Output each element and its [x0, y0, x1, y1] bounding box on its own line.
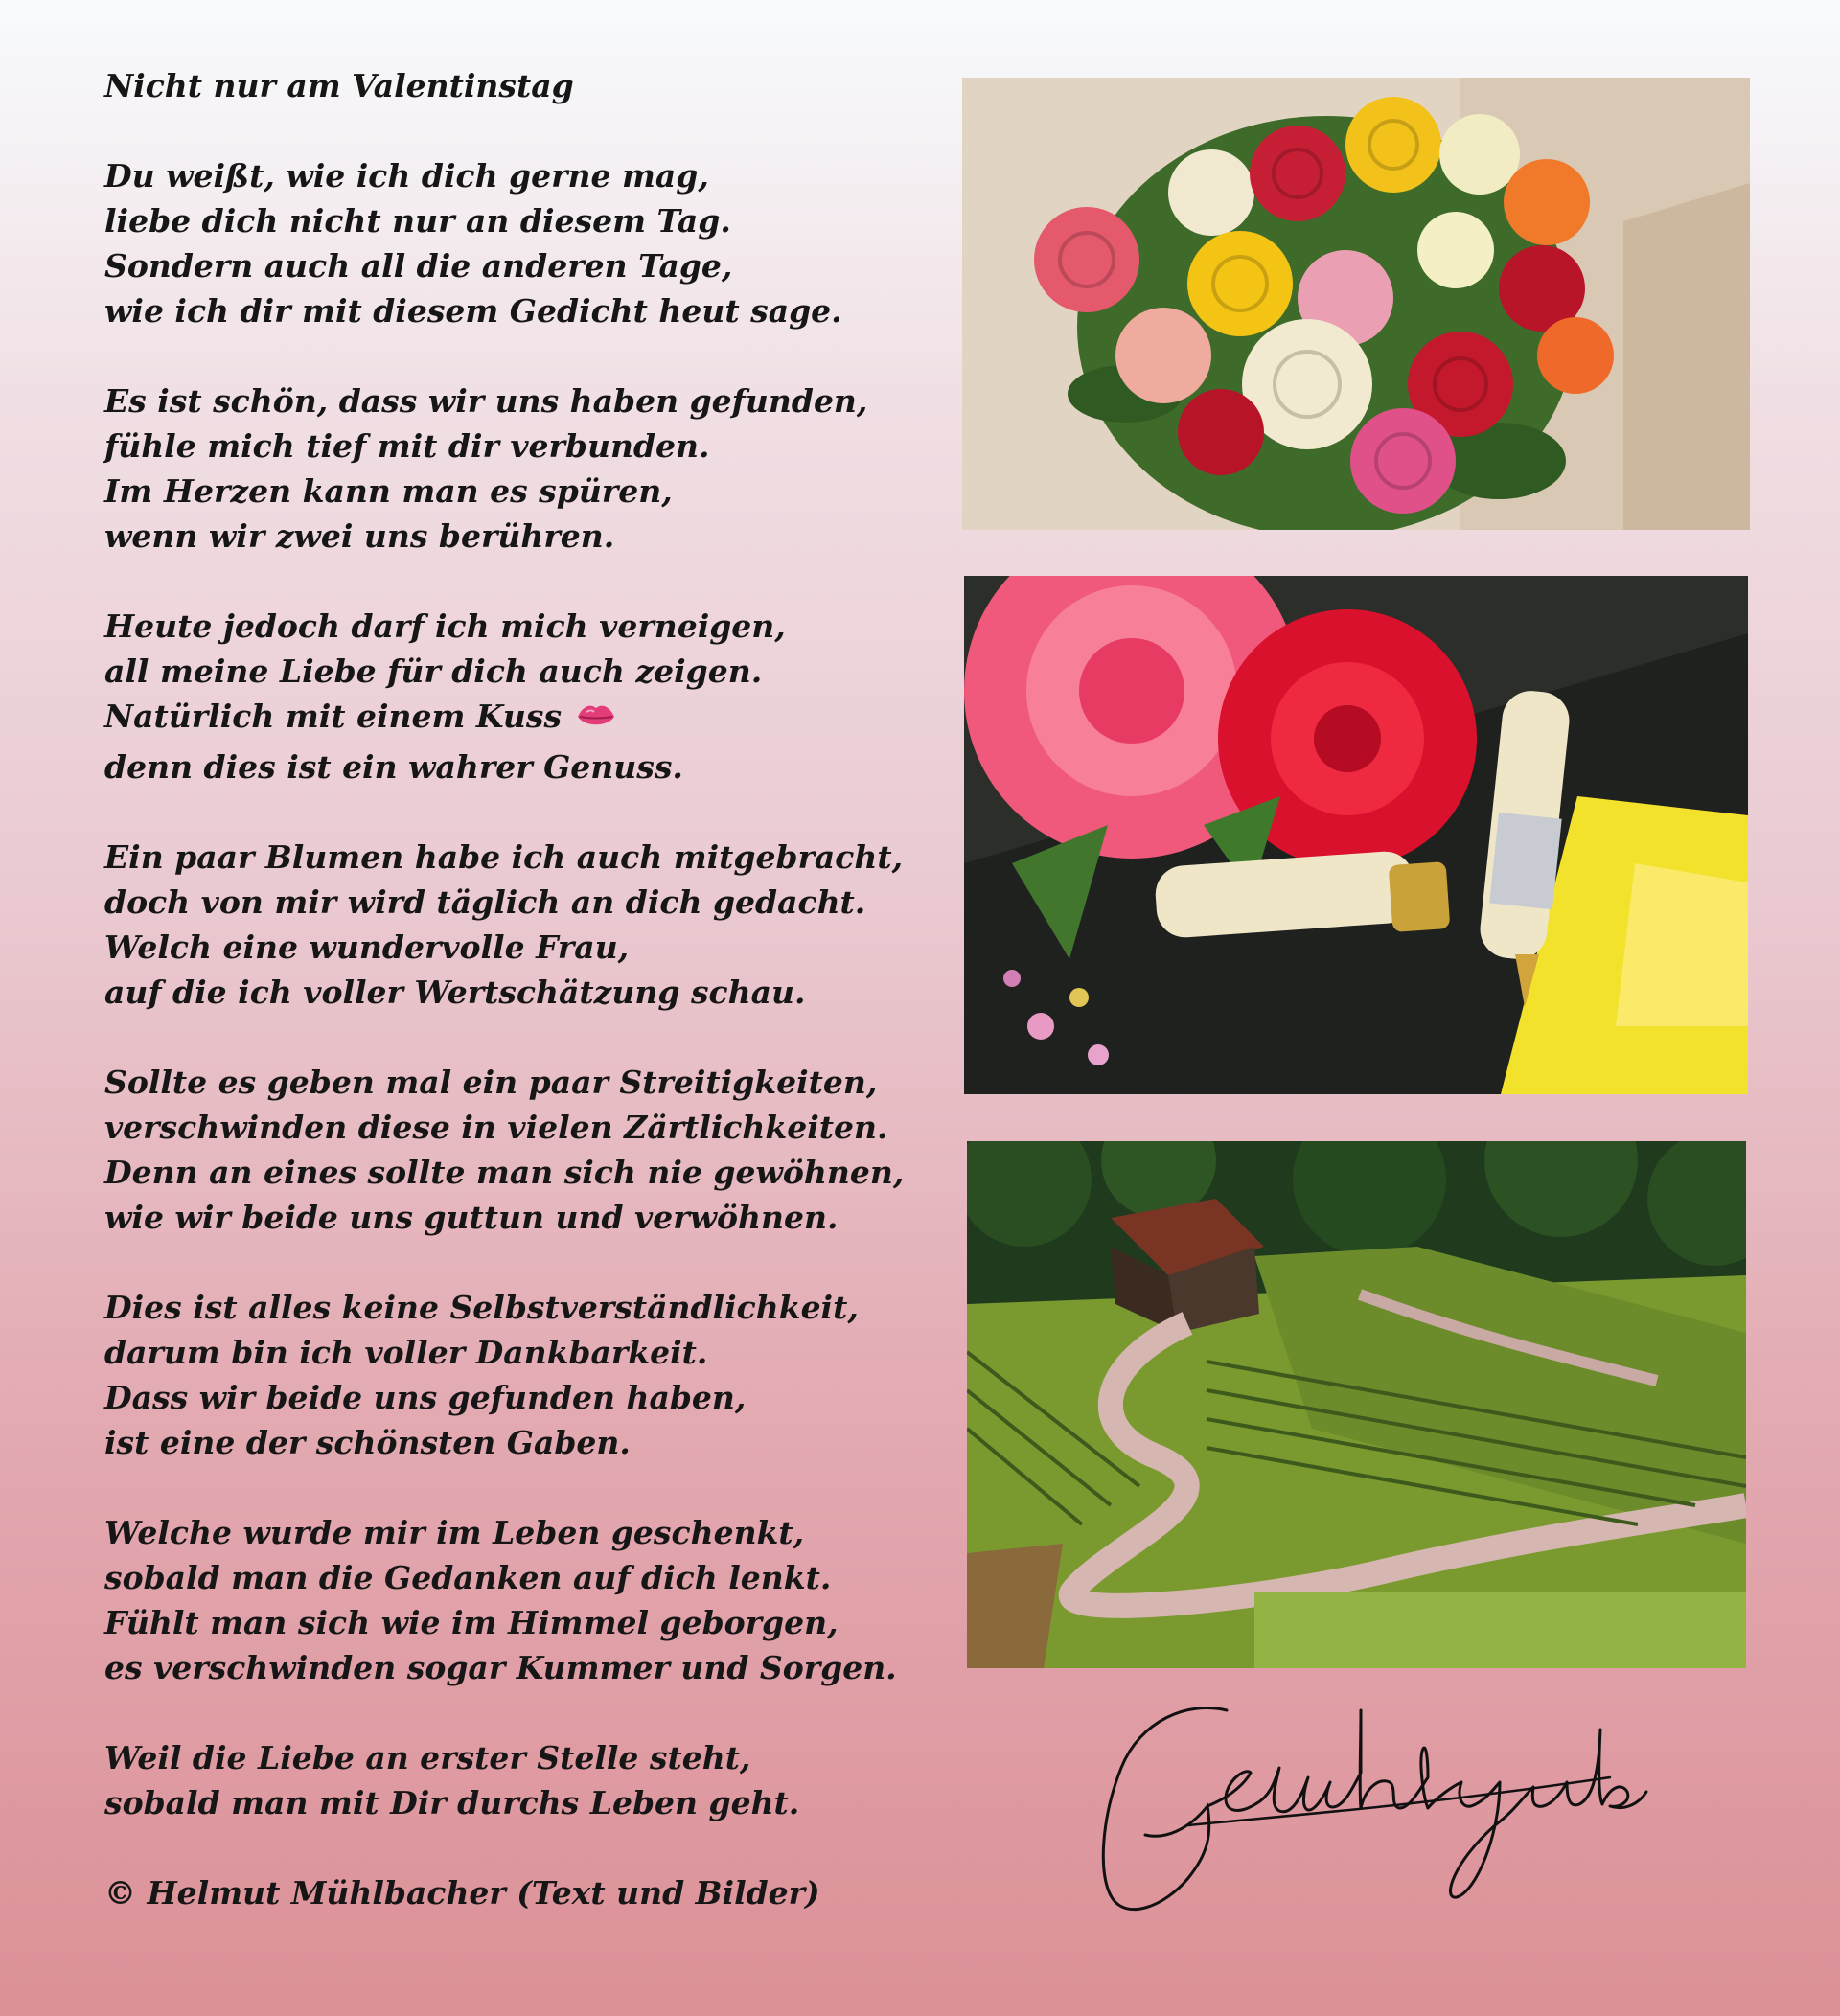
- poem-line: wenn wir zwei uns berühren.: [104, 517, 615, 555]
- poem-line: all meine Liebe für dich auch zeigen.: [104, 653, 763, 690]
- stanza: [104, 1285, 929, 1465]
- poem-line: Im Herzen kann man es spüren,: [104, 472, 673, 510]
- stanza: [104, 153, 929, 333]
- poem-line: Sondern auch all die anderen Tage,: [104, 247, 733, 285]
- poem-line: darum bin ich voller Dankbarkeit.: [104, 1334, 708, 1371]
- poem-line: Ein paar Blumen habe ich auch mitgebracht,: [104, 838, 904, 876]
- stanza: [104, 604, 929, 790]
- poem-line: Denn an eines sollte man sich nie gewöhnen,: [104, 1154, 905, 1191]
- stanza: [104, 1060, 929, 1240]
- poem-line: sobald man mit Dir durchs Leben geht.: [104, 1784, 800, 1821]
- copyright-notice: © Helmut Mühlbacher (Text und Bilder): [104, 1874, 820, 1912]
- poem-line: es verschwinden sogar Kummer und Sorgen.: [104, 1649, 897, 1686]
- poem-line: denn dies ist ein wahrer Genuss.: [104, 748, 683, 786]
- poem-line: verschwinden diese in vielen Zärtlichkeiten.: [104, 1109, 888, 1146]
- stanza: [104, 1510, 929, 1690]
- poem-line: Sollte es geben mal ein paar Streitigkeiten,: [104, 1064, 878, 1101]
- roses-and-fountain-pen-photo: [964, 576, 1748, 1094]
- poem-line: ist eine der schönsten Gaben.: [104, 1424, 631, 1461]
- poem: [104, 63, 929, 1915]
- poem-line: liebe dich nicht nur an diesem Tag.: [104, 202, 731, 240]
- kiss-lips-icon: [575, 699, 617, 745]
- stanza: [104, 1735, 929, 1825]
- poem-line: Du weißt, wie ich dich gerne mag,: [104, 157, 709, 195]
- poem-line: Welch eine wundervolle Frau,: [104, 928, 630, 966]
- poem-line: sobald man die Gedanken auf dich lenkt.: [104, 1559, 832, 1596]
- vineyard-landscape-photo: [967, 1141, 1746, 1668]
- poem-line-with-kiss: [104, 694, 929, 745]
- poem-line: Dies ist alles keine Selbstverständlichkeit,: [104, 1289, 859, 1326]
- stanza: [104, 378, 929, 559]
- poem-line: Weil die Liebe an erster Stelle steht,: [104, 1739, 751, 1776]
- gedichtezauber-signature-logo: [1073, 1691, 1648, 1931]
- poem-line-text: Natürlich mit einem Kuss: [104, 698, 563, 735]
- poem-line: wie wir beide uns guttun und verwöhnen.: [104, 1199, 839, 1236]
- poem-line: Heute jedoch darf ich mich verneigen,: [104, 607, 786, 645]
- poem-line: wie ich dir mit diesem Gedicht heut sage.: [104, 292, 842, 330]
- poem-line: auf die ich voller Wertschätzung schau.: [104, 974, 806, 1011]
- roses-bouquet-photo: [962, 78, 1750, 530]
- stanza: [104, 835, 929, 1015]
- poem-line: doch von mir wird täglich an dich gedacht.: [104, 883, 866, 921]
- poem-line: Dass wir beide uns gefunden haben,: [104, 1379, 747, 1416]
- poem-line: Welche wurde mir im Leben geschenkt,: [104, 1514, 805, 1551]
- poem-line: Es ist schön, dass wir uns haben gefunden,: [104, 382, 868, 420]
- poem-line: Fühlt man sich wie im Himmel geborgen,: [104, 1604, 839, 1641]
- poem-line: fühle mich tief mit dir verbunden.: [104, 427, 710, 465]
- poem-title: Nicht nur am Valentinstag: [104, 67, 574, 104]
